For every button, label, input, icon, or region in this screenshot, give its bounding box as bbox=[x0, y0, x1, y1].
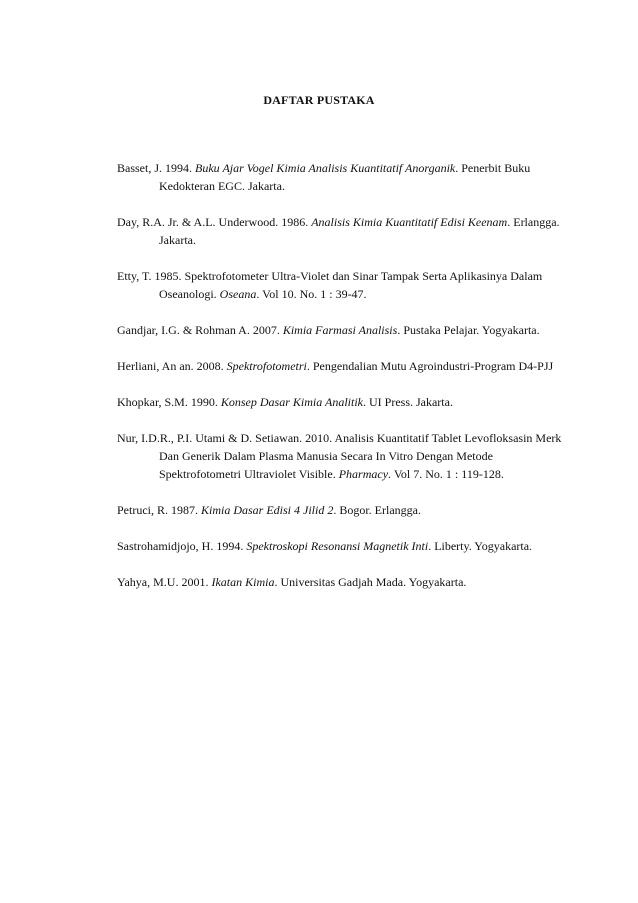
reference-text: Day, R.A. Jr. & A.L. Underwood. 1986. bbox=[117, 215, 312, 229]
reference-title: Konsep Dasar Kimia Analitik bbox=[220, 395, 363, 409]
reference-item bbox=[117, 267, 567, 303]
reference-text: Khopkar, S.M. 1990. bbox=[117, 395, 221, 409]
reference-text: Nur, I.D.R., P.I. Utami & D. Setiawan. 2010. Analisis Kuantitatif Tablet Levofloksasin Merk Dan Generik Dalam Plasma Manusia Secara In Vitro Dengan Metode Spektrofotometri Ultraviolet Visible. bbox=[117, 431, 562, 481]
reference-title: Ikatan Kimia bbox=[211, 575, 275, 589]
reference-text: . Vol 7. No. 1 : 119-128. bbox=[388, 467, 504, 481]
reference-text: . Liberty. Yogyakarta. bbox=[428, 539, 533, 553]
reference-text: Yahya, M.U. 2001. bbox=[117, 575, 212, 589]
reference-list bbox=[117, 147, 567, 609]
reference-title: Oseana bbox=[219, 287, 257, 301]
reference-text: Gandjar, I.G. & Rohman A. 2007. bbox=[117, 323, 283, 337]
reference-text: . UI Press. Jakarta. bbox=[362, 395, 453, 409]
reference-text: . Universitas Gadjah Mada. Yogyakarta. bbox=[274, 575, 467, 589]
reference-text: . Vol 10. No. 1 : 39-47. bbox=[256, 287, 367, 301]
reference-text: Sastrohamidjojo, H. 1994. bbox=[117, 539, 247, 553]
reference-item bbox=[117, 321, 567, 339]
reference-item bbox=[117, 393, 567, 411]
reference-item bbox=[117, 213, 567, 249]
reference-text: Etty, T. 1985. Spektrofotometer Ultra-Violet dan Sinar Tampak Serta Aplikasinya Dalam Oseanologi. bbox=[117, 269, 543, 301]
reference-item bbox=[117, 573, 567, 591]
reference-text: Basset, J. 1994. bbox=[117, 161, 195, 175]
reference-text: . Pengendalian Mutu Agroindustri-Program D4-PJJ bbox=[306, 359, 554, 373]
reference-title: Spektrofotometri bbox=[226, 359, 307, 373]
reference-item bbox=[117, 159, 567, 195]
reference-text: . Pustaka Pelajar. Yogyakarta. bbox=[397, 323, 540, 337]
reference-item bbox=[117, 501, 567, 519]
reference-title: Analisis Kimia Kuantitatif Edisi Keenam bbox=[311, 215, 508, 229]
page-title: DAFTAR PUSTAKA bbox=[263, 93, 375, 107]
reference-item bbox=[117, 537, 567, 555]
reference-title: Kimia Farmasi Analisis bbox=[282, 323, 398, 337]
reference-item bbox=[117, 429, 567, 483]
reference-text: Herliani, An an. 2008. bbox=[117, 359, 227, 373]
reference-text: . Bogor. Erlangga. bbox=[333, 503, 421, 517]
reference-title: Pharmacy bbox=[338, 467, 389, 481]
reference-title: Buku Ajar Vogel Kimia Analisis Kuantitatif Anorganik bbox=[195, 161, 456, 175]
reference-title: Kimia Dasar Edisi 4 Jilid 2 bbox=[201, 503, 334, 517]
reference-text: . Penerbit Buku Kedokteran EGC. Jakarta. bbox=[159, 161, 531, 193]
reference-title: Spektroskopi Resonansi Magnetik Inti bbox=[246, 539, 429, 553]
reference-text: Petruci, R. 1987. bbox=[117, 503, 201, 517]
reference-text: . Erlangga. Jakarta. bbox=[159, 215, 560, 247]
reference-item bbox=[117, 357, 567, 375]
